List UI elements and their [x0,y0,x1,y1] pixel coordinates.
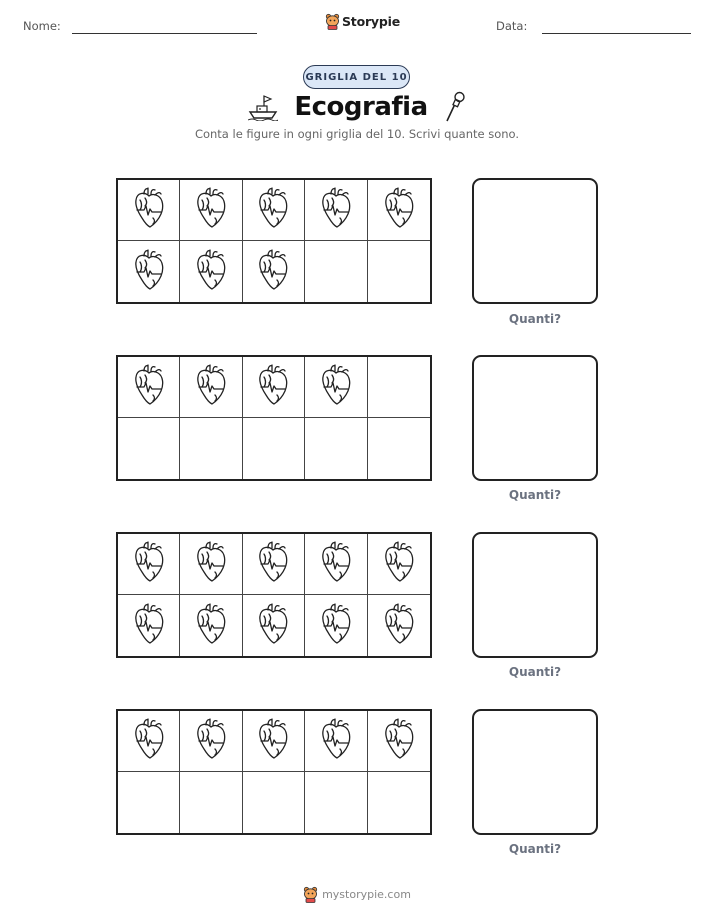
heart-icon [131,717,167,765]
heart-icon [318,717,354,765]
frame-cell [180,418,242,479]
name-line[interactable] [72,33,257,34]
heart-icon [131,602,167,650]
frame-cell [305,711,367,772]
frame-cell [305,534,367,595]
ten-frame [116,532,432,658]
frame-cell [180,772,242,833]
worksheet-type-badge: GRIGLIA DEL 10 [303,65,410,89]
ten-frame [116,355,432,481]
frame-cell [368,711,430,772]
frame-cell [118,534,180,595]
answer-label: Quanti? [508,842,562,856]
heart-icon [131,363,167,411]
answer-box[interactable] [472,178,598,304]
heart-icon [318,540,354,588]
frame-cell [368,180,430,241]
frame-cell [243,418,305,479]
frame-cell [118,241,180,302]
answer-box[interactable] [472,709,598,835]
answer-label: Quanti? [508,488,562,502]
frame-cell [180,241,242,302]
heart-icon [193,363,229,411]
answer-box[interactable] [472,355,598,481]
ten-frame [116,178,432,304]
frame-cell [118,772,180,833]
storypie-mascot-icon [303,886,318,903]
answer-box[interactable] [472,532,598,658]
frame-cell [118,180,180,241]
storypie-mascot-icon [325,13,340,30]
frame-cell [243,241,305,302]
frame-cell [305,418,367,479]
heart-icon [193,540,229,588]
heart-icon [318,363,354,411]
boat-icon [248,93,278,121]
frame-cell [368,357,430,418]
brand-logo [325,13,400,30]
ten-frame [116,709,432,835]
frame-cell [180,180,242,241]
frame-cell [243,711,305,772]
heart-icon [381,186,417,234]
frame-cell [243,357,305,418]
frame-cell [368,241,430,302]
frame-cell [180,595,242,656]
heart-icon [131,248,167,296]
heart-icon [255,602,291,650]
frame-cell [180,711,242,772]
heart-icon [255,540,291,588]
frame-cell [118,418,180,479]
heart-icon [381,602,417,650]
heart-icon [193,186,229,234]
answer-label: Quanti? [508,665,562,679]
heart-icon [193,248,229,296]
frame-cell [368,534,430,595]
title-row [0,91,714,123]
frame-cell [118,595,180,656]
date-line[interactable] [542,33,691,34]
frame-cell [368,772,430,833]
heart-icon [131,540,167,588]
frame-cell [243,534,305,595]
name-label: Nome: [23,19,61,33]
heart-icon [255,248,291,296]
frame-cell [368,418,430,479]
frame-cell [243,595,305,656]
heart-icon [193,602,229,650]
answer-label: Quanti? [508,312,562,326]
heart-icon [131,186,167,234]
heart-icon [381,540,417,588]
frame-cell [305,357,367,418]
frame-cell [305,595,367,656]
frame-cell [118,711,180,772]
frame-cell [180,534,242,595]
frame-cell [180,357,242,418]
frame-cell [368,595,430,656]
date-label: Data: [496,19,528,33]
heart-icon [255,717,291,765]
heart-icon [318,186,354,234]
instructions: Conta le figure in ogni griglia del 10. Scrivi quante sono. [194,127,520,141]
frame-cell [305,241,367,302]
heart-icon [193,717,229,765]
heart-icon [255,186,291,234]
ultrasound-probe-icon [444,91,466,123]
heart-icon [381,717,417,765]
heart-icon [255,363,291,411]
frame-cell [305,772,367,833]
brand-name: Storypie [342,14,400,29]
heart-icon [318,602,354,650]
frame-cell [305,180,367,241]
frame-cell [118,357,180,418]
footer-site: mystorypie.com [322,888,411,901]
page-title: Ecografia [294,92,428,122]
frame-cell [243,772,305,833]
footer [0,886,714,903]
frame-cell [243,180,305,241]
